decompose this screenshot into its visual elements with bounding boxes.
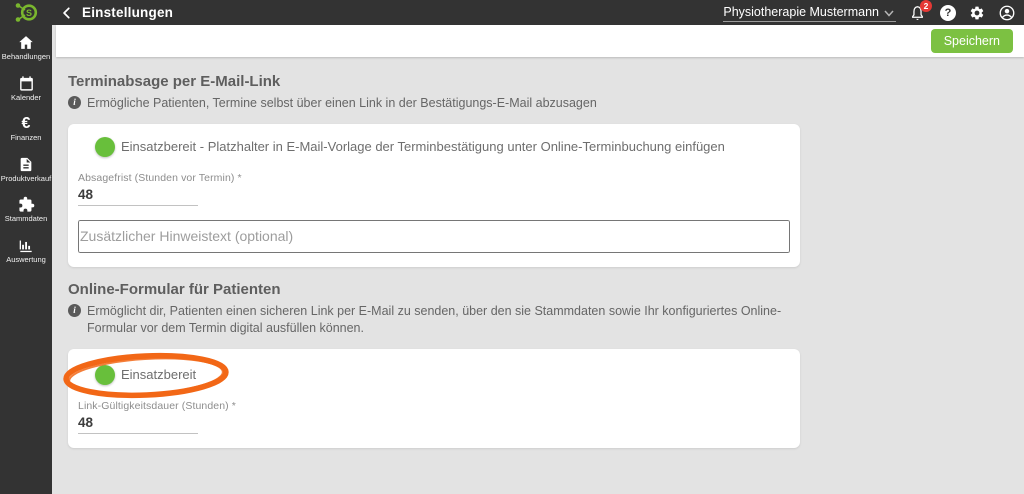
card-terminabsage xyxy=(68,124,800,267)
action-toolbar xyxy=(56,25,1024,57)
sidebar-item-finanzen[interactable]: € Finanzen xyxy=(10,115,42,142)
practice-selector[interactable] xyxy=(723,3,896,22)
bar-chart-icon xyxy=(17,237,35,254)
absagefrist-label: Absagefrist (Stunden vor Termin) * xyxy=(78,171,242,184)
info-icon: i xyxy=(68,304,81,317)
toggle-knob xyxy=(95,137,115,157)
hinweistext-input[interactable] xyxy=(78,220,790,253)
info-icon: i xyxy=(68,96,81,109)
einsatzbereit-toggle-2-label: Einsatzbereit xyxy=(121,367,197,383)
card-online-formular xyxy=(68,349,800,448)
section-title-online-formular: Online-Formular für Patienten xyxy=(68,280,281,298)
gear-icon xyxy=(969,5,985,21)
link-gueltigkeitsdauer-label: Link-Gültigkeitsdauer (Stunden) * xyxy=(78,399,236,412)
notifications-button[interactable] xyxy=(909,0,929,22)
help-button[interactable]: ? xyxy=(940,5,956,21)
save-button[interactable]: Speichern xyxy=(931,29,1013,53)
notification-badge: 2 xyxy=(920,0,932,12)
einsatzbereit-toggle-2[interactable] xyxy=(78,368,112,382)
toggle-knob xyxy=(95,365,115,385)
sidebar-nav xyxy=(0,25,52,494)
home-icon xyxy=(17,34,35,51)
settings-gear-button[interactable] xyxy=(969,5,985,21)
account-button[interactable] xyxy=(998,4,1016,22)
svg-text:S: S xyxy=(25,8,33,18)
section-info-online-formular: Ermöglicht dir, Patienten einen sicheren Link per E-Mail zu senden, über den sie Stammdaten sowie Ihr konfiguriertes Online-Formular vor dem Termin digital ausfüllen können. xyxy=(87,303,782,335)
app-logo-icon[interactable] xyxy=(13,1,39,29)
sidebar-item-auswertung[interactable]: Auswertung xyxy=(0,237,52,278)
page-title: Einstellungen xyxy=(82,5,174,20)
euro-icon: € xyxy=(21,115,31,132)
absagefrist-field xyxy=(78,172,790,206)
practice-selector-label: Physiotherapie Mustermann xyxy=(723,5,879,19)
calendar-icon xyxy=(18,75,35,92)
sidebar-item-behandlungen[interactable]: Behandlungen xyxy=(0,34,52,75)
link-gueltigkeitsdauer-field xyxy=(78,400,790,434)
section-info-terminabsage: Ermögliche Patienten, Termine selbst über einen Link in der Bestätigungs-E-Mail abzusagen xyxy=(87,96,597,110)
link-gueltigkeitsdauer-input[interactable] xyxy=(78,414,198,434)
absagefrist-input[interactable] xyxy=(78,186,198,206)
chevron-down-icon xyxy=(884,10,894,19)
einsatzbereit-toggle-1-label: Einsatzbereit - Platzhalter in E-Mail-Vorlage der Terminbestätigung unter Online-Terminbuchung einfügen xyxy=(121,139,725,155)
document-icon xyxy=(18,156,34,173)
back-icon[interactable] xyxy=(60,6,74,20)
sidebar-item-kalender[interactable]: Kalender xyxy=(0,75,52,116)
sidebar-item-stammdaten[interactable]: Stammdaten xyxy=(0,196,52,237)
top-header-bar xyxy=(0,0,1024,25)
user-avatar-icon xyxy=(998,4,1016,22)
einsatzbereit-toggle-1[interactable] xyxy=(78,140,112,154)
puzzle-icon xyxy=(18,196,35,213)
settings-content xyxy=(52,57,1024,494)
sidebar-item-produktverkauf[interactable]: Produktverkauf xyxy=(0,156,52,197)
section-title-terminabsage: Terminabsage per E-Mail-Link xyxy=(68,73,281,90)
